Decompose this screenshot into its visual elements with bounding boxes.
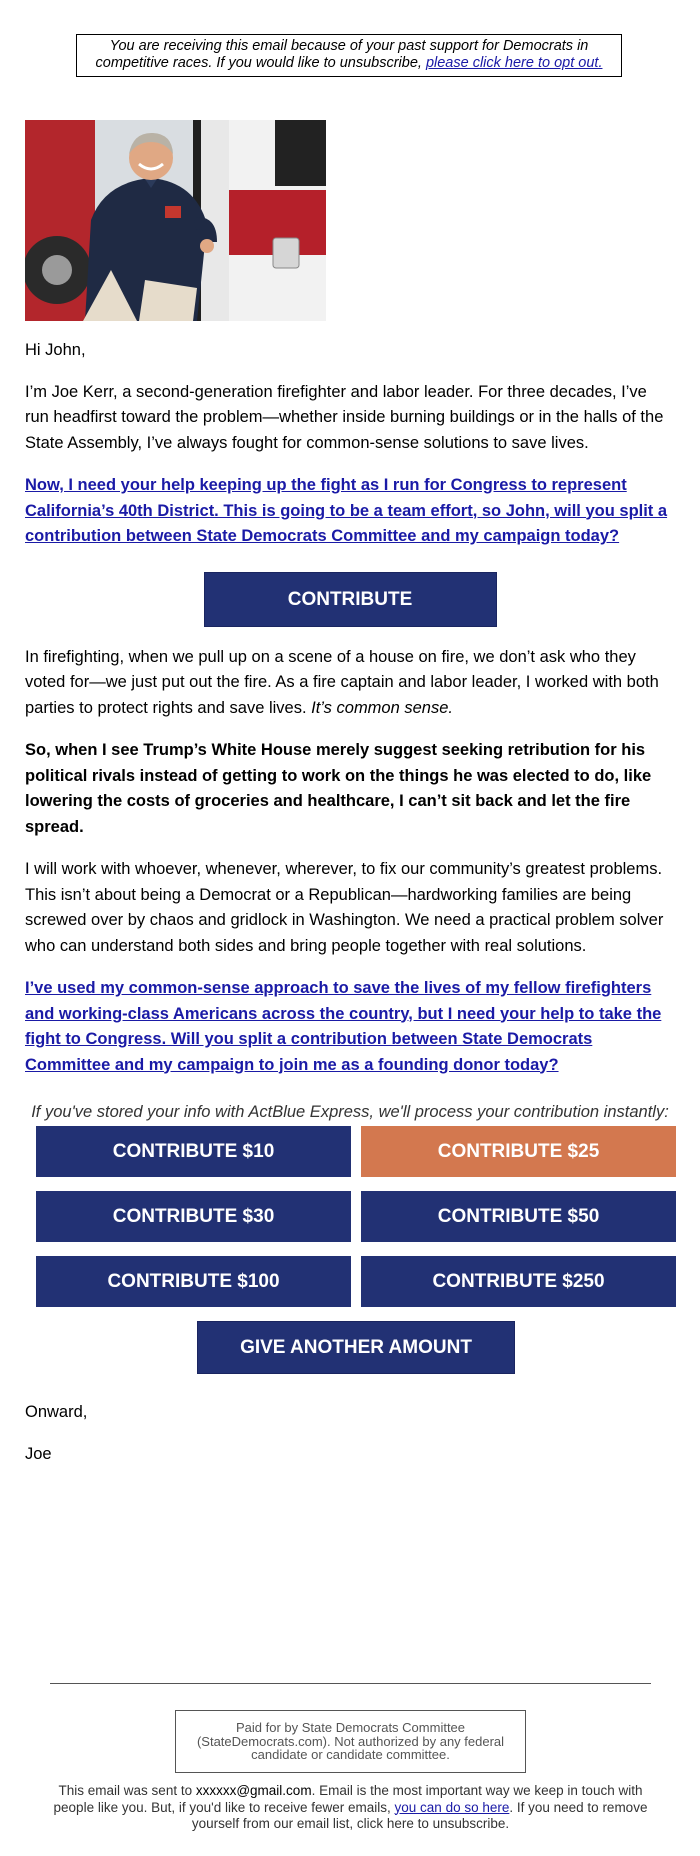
ask-paragraph-2 (25, 976, 675, 1078)
retribution-paragraph: So, when I see Trump’s White House merely suggest seeking retribution for his political rivals instead of getting to work on the things he was elected to do, like lowering the costs of groceries and healthcare, I can’t sit back and let the fire spread. (25, 741, 652, 836)
greeting: Hi John, (25, 341, 86, 359)
footer-text (50, 1783, 651, 1833)
contribution-amount-grid (36, 1126, 676, 1307)
sign-off: Onward, (25, 1402, 88, 1421)
actblue-express-note: If you've stored your info with ActBlue Express, we'll process your contribution instantly: (31, 1103, 669, 1121)
fewer-emails-link[interactable]: you can do so here (394, 1799, 510, 1815)
contribute-100-button[interactable]: CONTRIBUTE $100 (36, 1256, 351, 1307)
paid-for-by-box: Paid for by State Democrats Committee (StateDemocrats.com). Not authorized by any federal candidate or candidate committee. (175, 1710, 526, 1773)
contribute-30-button[interactable]: CONTRIBUTE $30 (36, 1191, 351, 1242)
contribute-10-button[interactable]: CONTRIBUTE $10 (36, 1126, 351, 1177)
email-body (25, 338, 675, 1468)
firefighting-paragraph (25, 645, 675, 722)
give-another-amount-button[interactable]: GIVE ANOTHER AMOUNT (197, 1321, 515, 1374)
contribute-50-button[interactable]: CONTRIBUTE $50 (361, 1191, 676, 1242)
footer-divider (50, 1683, 651, 1684)
common-sense-emphasis: It’s common sense. (311, 698, 453, 717)
candidate-photo (25, 120, 326, 321)
amount-row (36, 1126, 676, 1177)
intro-paragraph: I’m Joe Kerr, a second-generation firefighter and labor leader. For three decades, I’ve run headfirst toward the problem—whether inside burning buildings or in the halls of the State Assembly, I’ve always fought for common-sense solutions to save lives. (25, 382, 664, 452)
opt-out-link[interactable]: please click here to opt out. (425, 55, 603, 71)
contribute-25-button[interactable]: CONTRIBUTE $25 (361, 1126, 676, 1177)
cta-container (25, 572, 675, 627)
signature: Joe (25, 1445, 52, 1463)
footer-middle: . Email is the most important way we keep in touch with people like you. But, if you'd like to receive fewer emails, (53, 1783, 643, 1815)
amount-row (36, 1191, 676, 1242)
other-amount-container (36, 1321, 676, 1374)
amount-row (36, 1256, 676, 1307)
contribute-button[interactable]: CONTRIBUTE (204, 572, 497, 627)
bipartisan-paragraph: I will work with whoever, whenever, wherever, to fix our community’s greatest problems. This isn’t about being a Democrat or a Republican—hardworking families are being screwed over by chaos and gridlock in Washington. We need a practical problem solver who can understand both sides and bring people together with real solutions. (25, 860, 664, 955)
unsubscribe-disclaimer (76, 34, 622, 77)
ask-paragraph-1 (25, 473, 675, 550)
ask-link-1[interactable]: Now, I need your help keeping up the fight as I run for Congress to represent California’s 40th District. This is going to be a team effort, so John, will you split a contribution between State Democrats Committee and my campaign today? (25, 476, 668, 545)
footer-unsubscribe-text: . If you need to remove yourself from our email list, click here to unsubscribe. (191, 1799, 648, 1831)
ask-link-2[interactable]: I’ve used my common-sense approach to save the lives of my fellow firefighters and working-class Americans across the country, but I need your help to take the fight to Congress. Will you split a contribution between State Democrats Committee and my campaign to join me as a founding donor today? (25, 979, 662, 1074)
recipient-email: xxxxxx@gmail.com (195, 1783, 312, 1798)
disclaimer-text: You are receiving this email because of your past support for Democrats in competitive races. If you would like to unsubscribe, (95, 38, 589, 71)
footer-sent-to: This email was sent to (58, 1783, 196, 1798)
firefighting-text: In firefighting, when we pull up on a scene of a house on fire, we don’t ask who they voted for—we just put out the fire. As a fire captain and labor leader, I worked with both parties to protect rights and save lives. (25, 647, 659, 717)
contribute-250-button[interactable]: CONTRIBUTE $250 (361, 1256, 676, 1307)
